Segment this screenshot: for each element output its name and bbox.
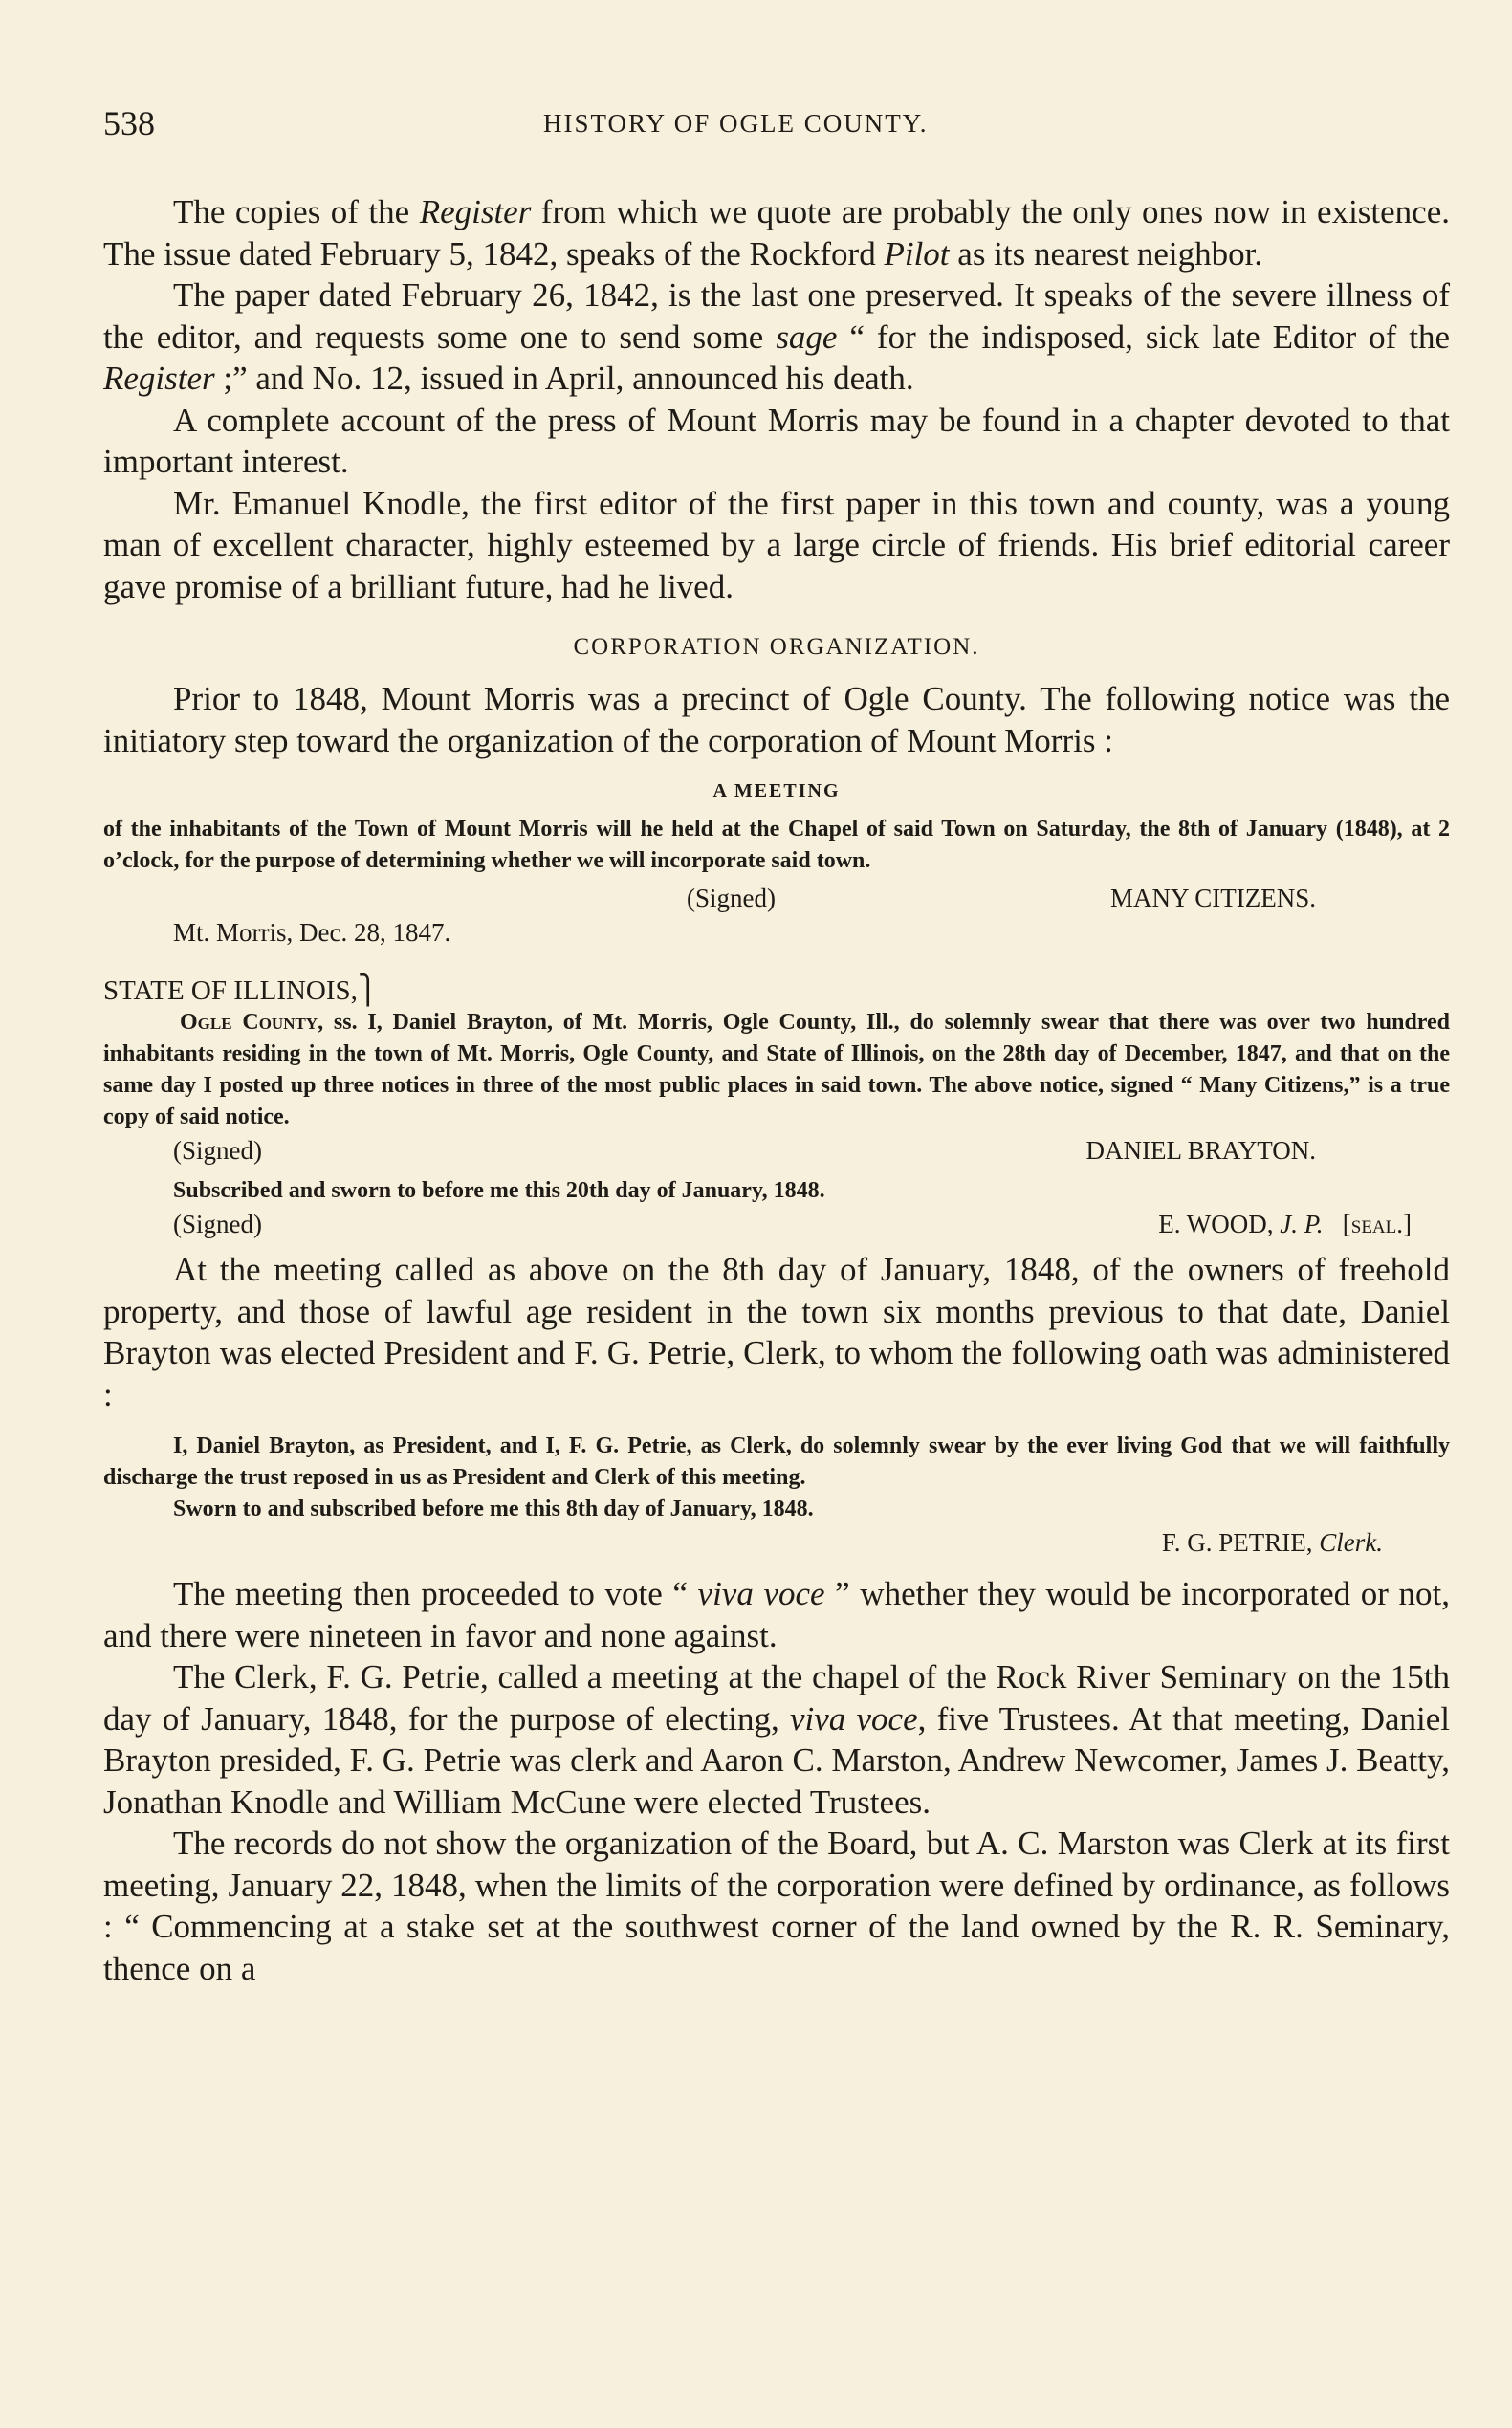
affidavit-venue — [103, 974, 1450, 1007]
notice-text: of the inhabitants of the Town of Mount Morris will he held at the Chapel of said Town on Saturday, the 8th of January (1848), at 2 o’clock, for the purpose of determining whether we will incorporate said town. — [103, 817, 1450, 873]
affidavit-subscribed: Subscribed and sworn to before me this 20th day of January, 1848. — [173, 1178, 825, 1203]
notice-heading: A MEETING — [712, 780, 841, 801]
paragraph-viva-voce-vote: The meeting then proceeded to vote “ viva voce ” whether they would be incorporated or not, and there were nineteen in favor and none against. — [103, 1575, 1450, 1654]
running-head: HISTORY OF OGLE COUNTY. — [543, 109, 929, 138]
paragraph-corporation-limits: The records do not show the organization of the Board, but A. C. Marston was Clerk at its first meeting, January 22, 1848, when the limits of the corporation were defined by ordinance, as follows : “ Commencing at a stake set at the southwest corner of the land owned by the R. R. Seminary, thence on a — [103, 1825, 1450, 1987]
notice-signed: (Signed) — [687, 884, 776, 912]
page-header — [103, 103, 1442, 151]
oath-text: I, Daniel Brayton, as President, and I, F. G. Petrie, as Clerk, do solemnly swear by the ever living God that we will faithfully discharge the trust reposed in us as President and Clerk of this meeting. — [103, 1433, 1450, 1490]
paragraph-register-copies: The copies of the Register from which we quote are probably the only ones now in existence. The issue dated February 5, 1842, speaks of the Rockford Pilot as its nearest neighbor. — [103, 193, 1451, 273]
notice-dateline: Mt. Morris, Dec. 28, 1847. — [173, 918, 451, 947]
page-body — [103, 191, 1450, 1989]
jp-signature-row: (Signed) E. WOOD, J. P. [seal.] — [173, 1210, 1412, 1238]
oath-signature-row: F. G. PETRIE, Clerk. — [1161, 1528, 1383, 1557]
affidavit-signature-row: (Signed) DANIEL BRAYTON. — [173, 1136, 1316, 1165]
notice-signature-row — [103, 881, 1450, 915]
paragraph-prior-1848: Prior to 1848, Mount Morris was a precinct of Ogle County. The following notice was the initiatory step toward the organization of the corporation of Mount Morris : — [103, 680, 1450, 759]
oath-sworn: Sworn to and subscribed before me this 8th day of January, 1848. — [173, 1497, 814, 1521]
paragraph-last-paper: The paper dated February 26, 1842, is the last one preserved. It speaks of the severe illness of the editor, and requests some one to send some sage “ for the indisposed, sick late Editor of the Register ;” and No. 12, issued in April, announced his death. — [103, 276, 1450, 397]
paragraph-trustees-elected: The Clerk, F. G. Petrie, called a meeting at the chapel of the Rock River Seminary on the 15th day of January, 1848, for the purpose of electing, viva voce, five Trustees. At that meeting, Daniel Brayton presided, F. G. Petrie was clerk and Aaron C. Marston, Andrew Newcomer, James J. Beatty, Jonathan Knodle and William McCune were elected Trustees. — [103, 1658, 1450, 1821]
paragraph-press-account: A complete account of the press of Mount Morris may be found in a chapter devoted to that important interest. — [103, 401, 1450, 480]
affidavit-state: STATE OF ILLINOIS, — [103, 975, 358, 1006]
brace-icon: ⎫ — [357, 975, 379, 1006]
affidavit-text: Ogle County, ss. I, Daniel Brayton, of Mt. Morris, Ogle County, Ill., do solemnly swear that there was over two hundred inhabitants residing in the town of Mt. Morris, Ogle County, and State of Illinois, on the 28th day of December, 1847, and that on the same day I posted up three notices in three of the most public places in said town. The above notice, signed “ Many Citizens,” is a true copy of said notice. — [103, 1010, 1451, 1129]
seal-mark: [seal.] — [1342, 1210, 1412, 1238]
page-number: 538 — [103, 104, 155, 142]
paragraph-meeting-called: At the meeting called as above on the 8th day of January, 1848, of the owners of freehold property, and those of lawful age resident in the town six months previous to that date, Daniel Brayton was elected President and F. G. Petrie, Clerk, to whom the following oath was administered : — [103, 1251, 1450, 1413]
paragraph-knodle: Mr. Emanuel Knodle, the first editor of the first paper in this town and county, was a young man of excellent character, highly esteemed by a large circle of friends. His brief editorial career gave promise of a brilliant future, had he lived. — [103, 484, 1450, 605]
notice-signer: MANY CITIZENS. — [1110, 884, 1316, 912]
section-heading: CORPORATION ORGANIZATION. — [573, 634, 980, 660]
